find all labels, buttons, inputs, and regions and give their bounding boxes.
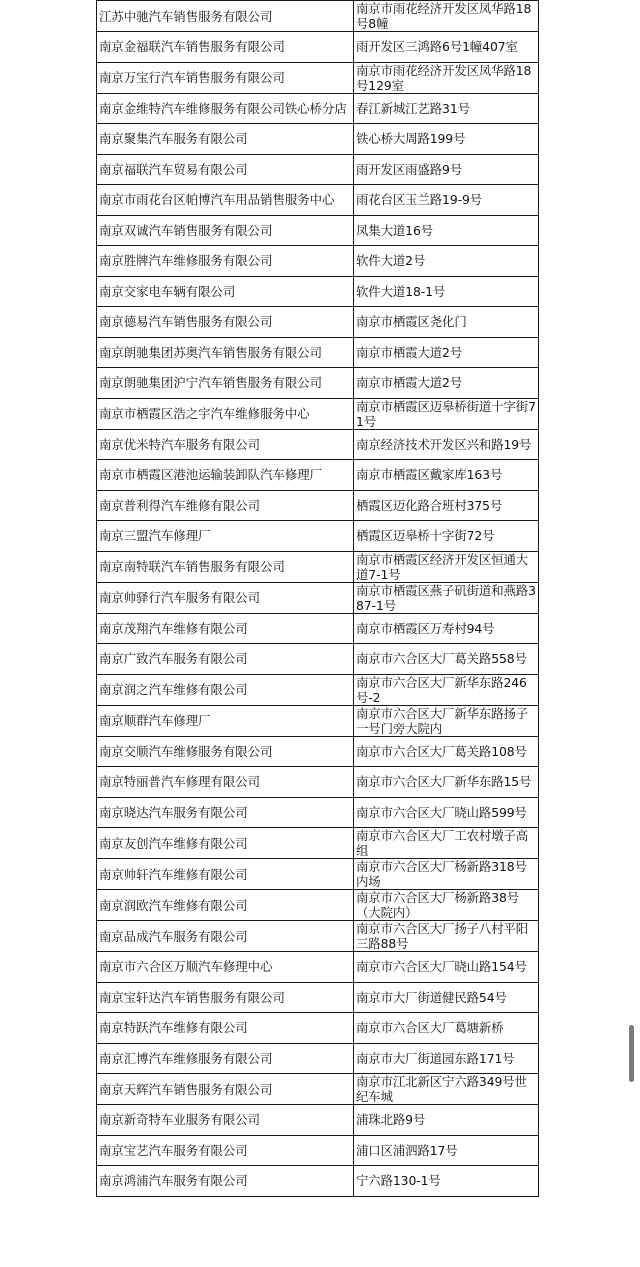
- address-cell: 南京市大厂街道健民路54号: [354, 982, 539, 1013]
- company-name-cell: 南京市栖霞区港池运输装卸队汽车修理厂: [97, 460, 354, 491]
- company-name-cell: 南京汇博汽车维修服务有限公司: [97, 1043, 354, 1074]
- company-name-cell: 南京南特联汽车销售服务有限公司: [97, 551, 354, 582]
- table-row: [97, 337, 539, 368]
- company-name-cell: 南京茂翔汽车维修有限公司: [97, 613, 354, 644]
- address-cell: 南京市六合区大厂扬子八村平阳三路88号: [354, 921, 539, 952]
- table-row: [97, 1, 539, 32]
- company-name-cell: 南京帅驿行汽车服务有限公司: [97, 582, 354, 613]
- address-cell: 南京市栖霞区戴家库163号: [354, 460, 539, 491]
- address-cell: 南京市栖霞区迈皋桥街道十字街71号: [354, 398, 539, 429]
- company-name-cell: 南京金维特汽车维修服务有限公司铁心桥分店: [97, 93, 354, 124]
- table-row: [97, 368, 539, 399]
- address-cell: 浦口区浦泗路17号: [354, 1135, 539, 1166]
- company-name-cell: 南京品成汽车服务有限公司: [97, 921, 354, 952]
- company-name-cell: 南京宝艺汽车服务有限公司: [97, 1135, 354, 1166]
- table-row: [97, 246, 539, 277]
- address-cell: 雨开发区雨盛路9号: [354, 154, 539, 185]
- address-cell: 宁六路130-1号: [354, 1166, 539, 1197]
- company-name-cell: 南京市雨花台区帕博汽车用品销售服务中心: [97, 185, 354, 216]
- table-row: [97, 551, 539, 582]
- address-cell: 南京经济技术开发区兴和路19号: [354, 429, 539, 460]
- company-name-cell: 南京润之汽车维修有限公司: [97, 674, 354, 705]
- table-row: [97, 767, 539, 798]
- address-cell: 南京市六合区大厂新华东路扬子一号门旁大院内: [354, 705, 539, 736]
- table-row: [97, 1105, 539, 1136]
- table-row: [97, 613, 539, 644]
- address-cell: 南京市六合区大厂葛关路108号: [354, 736, 539, 767]
- table-row: [97, 1013, 539, 1044]
- address-cell: 南京市六合区大厂工农村墩子高组: [354, 828, 539, 859]
- address-cell: 南京市六合区大厂晓山路599号: [354, 797, 539, 828]
- address-cell: 南京市六合区大厂杨新路38号（大院内）: [354, 890, 539, 921]
- table-row: [97, 1043, 539, 1074]
- address-cell: 栖霞区迈皋桥十字街72号: [354, 521, 539, 552]
- table-row: [97, 1074, 539, 1105]
- company-name-cell: 南京顺群汽车修理厂: [97, 705, 354, 736]
- address-cell: 南京市栖霞大道2号: [354, 337, 539, 368]
- address-cell: 南京市江北新区宁六路349号世纪车城: [354, 1074, 539, 1105]
- company-name-cell: 南京优米特汽车服务有限公司: [97, 429, 354, 460]
- company-name-cell: 南京金福联汽车销售服务有限公司: [97, 32, 354, 63]
- table-row: [97, 828, 539, 859]
- company-name-cell: 南京三盟汽车修理厂: [97, 521, 354, 552]
- company-name-cell: 南京交家电车辆有限公司: [97, 276, 354, 307]
- company-name-cell: 南京帅轩汽车维修有限公司: [97, 859, 354, 890]
- table-row: [97, 890, 539, 921]
- table-row: [97, 93, 539, 124]
- address-cell: 南京市栖霞区万寿村94号: [354, 613, 539, 644]
- address-cell: 铁心桥大周路199号: [354, 124, 539, 155]
- company-name-cell: 南京双诚汽车销售服务有限公司: [97, 215, 354, 246]
- company-name-cell: 南京鸿浦汽车服务有限公司: [97, 1166, 354, 1197]
- company-name-cell: 南京新奇特车业服务有限公司: [97, 1105, 354, 1136]
- company-name-cell: 南京朗驰集团苏奥汽车销售服务有限公司: [97, 337, 354, 368]
- table-row: [97, 1166, 539, 1197]
- company-name-cell: 南京友创汽车维修有限公司: [97, 828, 354, 859]
- company-name-cell: 南京宝轩达汽车销售服务有限公司: [97, 982, 354, 1013]
- table-row: [97, 797, 539, 828]
- table-row: [97, 952, 539, 983]
- company-name-cell: 南京润欧汽车维修有限公司: [97, 890, 354, 921]
- table-row: [97, 859, 539, 890]
- company-name-cell: 南京福联汽车贸易有限公司: [97, 154, 354, 185]
- address-cell: 软件大道18-1号: [354, 276, 539, 307]
- table-row: [97, 124, 539, 155]
- address-cell: 南京市六合区大厂葛关路558号: [354, 644, 539, 675]
- company-name-cell: 南京特跃汽车维修有限公司: [97, 1013, 354, 1044]
- company-name-cell: 南京晓达汽车服务有限公司: [97, 797, 354, 828]
- table-body: [97, 1, 539, 1197]
- table-row: [97, 276, 539, 307]
- table-row: [97, 736, 539, 767]
- company-name-cell: 南京广致汽车服务有限公司: [97, 644, 354, 675]
- table-row: [97, 32, 539, 63]
- table-row: [97, 705, 539, 736]
- address-cell: 南京市六合区大厂晓山路154号: [354, 952, 539, 983]
- dealer-address-table: [96, 0, 539, 1197]
- address-cell: 南京市大厂街道园东路171号: [354, 1043, 539, 1074]
- address-cell: 南京市雨花经济开发区凤华路18号8幢: [354, 1, 539, 32]
- company-name-cell: 南京胜牌汽车维修服务有限公司: [97, 246, 354, 277]
- address-cell: 凤集大道16号: [354, 215, 539, 246]
- company-name-cell: 南京普利得汽车维修有限公司: [97, 490, 354, 521]
- company-name-cell: 南京天辉汽车销售服务有限公司: [97, 1074, 354, 1105]
- table-row: [97, 521, 539, 552]
- table-row: [97, 154, 539, 185]
- address-cell: 南京市栖霞区经济开发区恒通大道7-1号: [354, 551, 539, 582]
- company-name-cell: 南京万宝行汽车销售服务有限公司: [97, 62, 354, 93]
- table-row: [97, 215, 539, 246]
- table-row: [97, 582, 539, 613]
- company-name-cell: 南京聚集汽车服务有限公司: [97, 124, 354, 155]
- address-cell: 南京市栖霞区燕子矶街道和燕路387-1号: [354, 582, 539, 613]
- table-row: [97, 644, 539, 675]
- table-row: [97, 398, 539, 429]
- table-row: [97, 490, 539, 521]
- address-cell: 春江新城江艺路31号: [354, 93, 539, 124]
- table-row: [97, 982, 539, 1013]
- company-name-cell: 南京交顺汽车维修服务有限公司: [97, 736, 354, 767]
- address-cell: 雨花台区玉兰路19-9号: [354, 185, 539, 216]
- address-cell: 浦珠北路9号: [354, 1105, 539, 1136]
- address-cell: 南京市雨花经济开发区凤华路18号129室: [354, 62, 539, 93]
- company-name-cell: 南京市六合区万顺汽车修理中心: [97, 952, 354, 983]
- company-name-cell: 南京特丽普汽车修理有限公司: [97, 767, 354, 798]
- table-row: [97, 921, 539, 952]
- vertical-scrollbar[interactable]: [629, 1025, 634, 1082]
- address-cell: 软件大道2号: [354, 246, 539, 277]
- address-cell: 南京市六合区大厂葛塘新桥: [354, 1013, 539, 1044]
- address-cell: 栖霞区迈化路合班村375号: [354, 490, 539, 521]
- table-row: [97, 185, 539, 216]
- table-row: [97, 62, 539, 93]
- table-row: [97, 429, 539, 460]
- address-cell: 雨开发区三鸿路6号1幢407室: [354, 32, 539, 63]
- table-row: [97, 674, 539, 705]
- table-row: [97, 1135, 539, 1166]
- address-cell: 南京市六合区大厂杨新路318号内场: [354, 859, 539, 890]
- company-name-cell: 南京朗驰集团沪宁汽车销售服务有限公司: [97, 368, 354, 399]
- address-cell: 南京市六合区大厂新华东路246号-2: [354, 674, 539, 705]
- address-cell: 南京市六合区大厂新华东路15号: [354, 767, 539, 798]
- company-name-cell: 江苏中驰汽车销售服务有限公司: [97, 1, 354, 32]
- table-row: [97, 307, 539, 338]
- company-name-cell: 南京德易汽车销售服务有限公司: [97, 307, 354, 338]
- company-name-cell: 南京市栖霞区浩之宇汽车维修服务中心: [97, 398, 354, 429]
- table-row: [97, 460, 539, 491]
- address-cell: 南京市栖霞区尧化门: [354, 307, 539, 338]
- address-cell: 南京市栖霞大道2号: [354, 368, 539, 399]
